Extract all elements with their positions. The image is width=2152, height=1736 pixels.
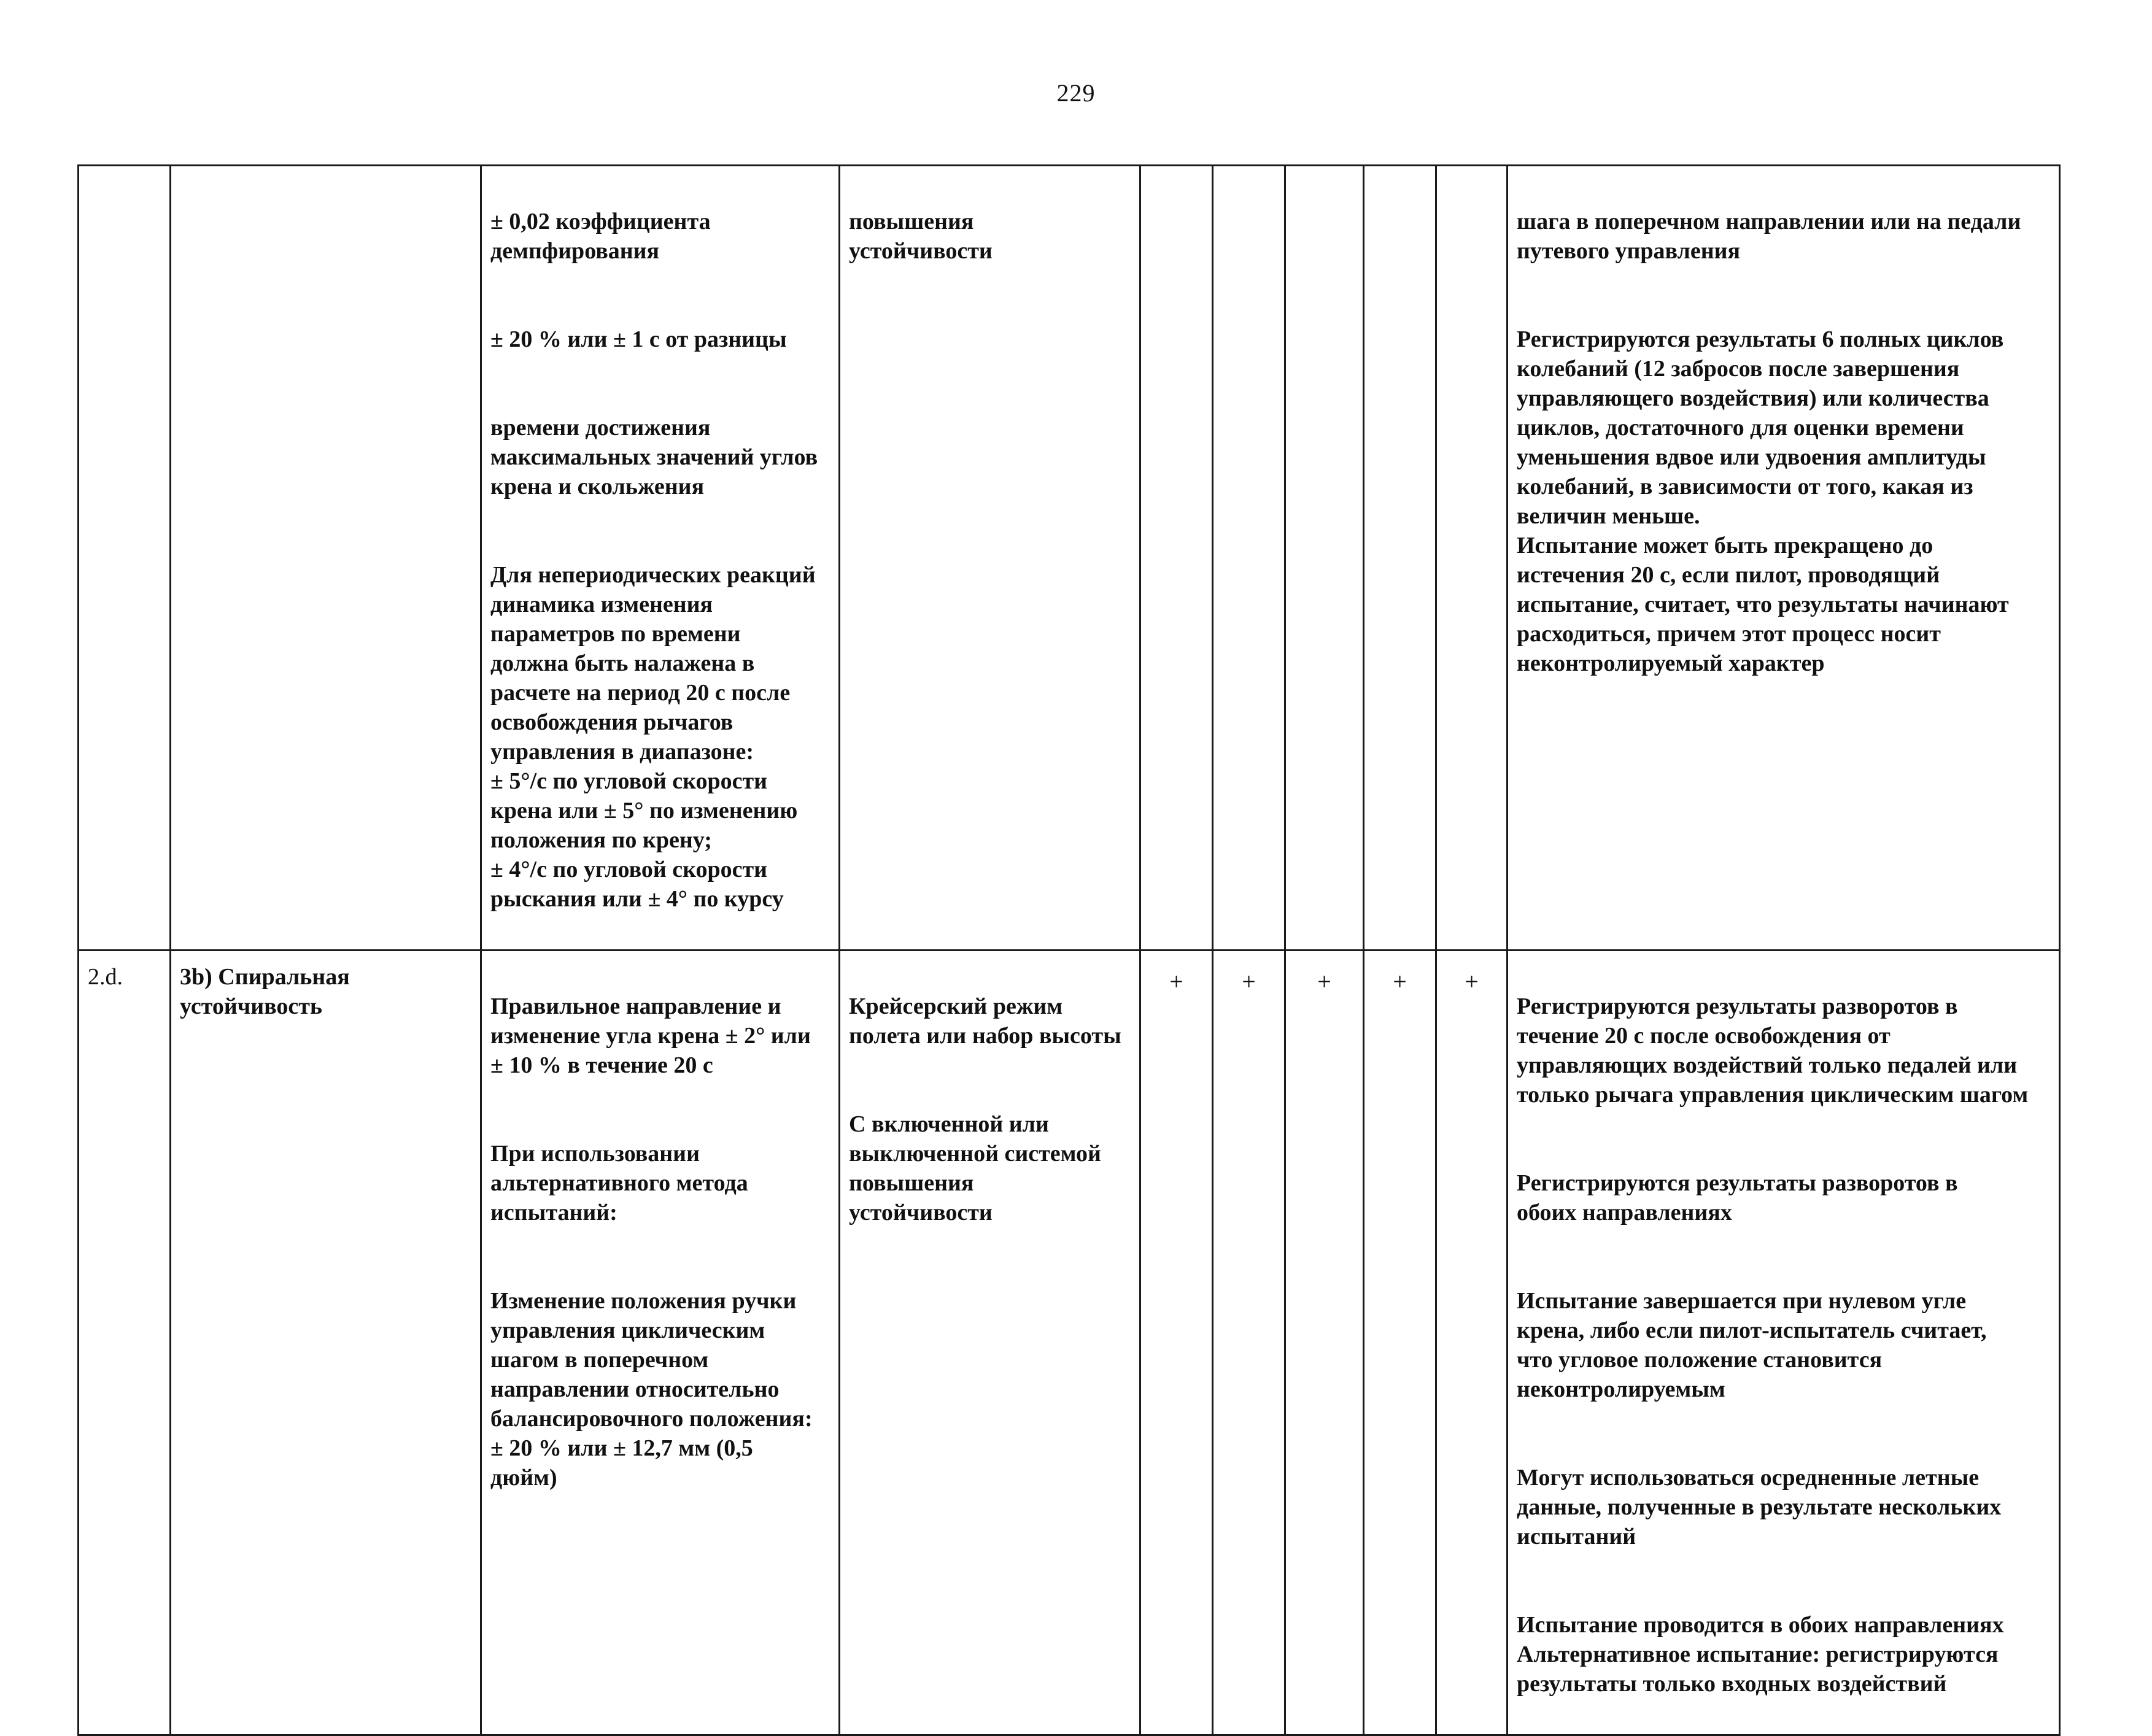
comment-paragraph: Могут использоваться осредненные летные данные, полученные в результате нескольких испытаний <box>1517 1465 2002 1549</box>
applicability-mark: + <box>1436 951 1508 1735</box>
applicability-mark: + <box>1364 951 1436 1735</box>
table-row <box>79 951 2060 1735</box>
conditions-paragraph: повышения устойчивости <box>849 209 993 264</box>
tolerance-paragraph: При использовании альтернативного метода испытаний: <box>490 1141 748 1225</box>
conditions-paragraph: Крейсерский режим полета или набор высоты <box>849 993 1121 1049</box>
tolerance-cell <box>481 951 840 1735</box>
applicability-mark: + <box>1213 951 1285 1735</box>
tolerance-paragraph: Для непериодических реакций динамика изменения параметров по времени должна быть налажена в расчете на период 20 с после освобождения рычагов управления в диапазоне: ± 5°/с по угловой скорости крена или ± 5° по изменению положения по крену; ± 4°/с по угловой скорости рыскания или ± 4° по курсу <box>490 562 816 912</box>
test-title-cell: 3b) Спиральная устойчивость <box>171 951 481 1735</box>
applicability-mark <box>1140 166 1213 951</box>
tolerance-paragraph: ± 20 % или ± 1 с от разницы <box>490 326 787 352</box>
tolerance-paragraph: Правильное направление и изменение угла крена ± 2° или ± 10 % в течение 20 с <box>490 993 811 1078</box>
flight-conditions-cell <box>840 166 1140 951</box>
test-requirements-table <box>77 164 2061 1736</box>
test-title-cell <box>171 166 481 951</box>
row-number-cell: 2.d. <box>79 951 171 1735</box>
comment-paragraph: Испытание проводится в обоих направлениях Альтернативное испытание: регистрируются результаты только входных воздействий <box>1517 1612 2004 1697</box>
row-number-cell <box>79 166 171 951</box>
applicability-mark <box>1436 166 1508 951</box>
tolerance-paragraph: Изменение положения ручки управления циклическим шагом в поперечном направлении относительно балансировочного положения: ± 20 % или ± 12,7 мм (0,5 дюйм) <box>490 1288 813 1491</box>
flight-conditions-cell <box>840 951 1140 1735</box>
applicability-mark <box>1285 166 1364 951</box>
applicability-mark: + <box>1285 951 1364 1735</box>
tolerance-cell <box>481 166 840 951</box>
applicability-mark <box>1213 166 1285 951</box>
conditions-paragraph: С включенной или выключенной системой повышения устойчивости <box>849 1111 1101 1225</box>
tolerance-paragraph: времени достижения максимальных значений углов крена и скольжения <box>490 415 818 500</box>
applicability-mark: + <box>1140 951 1213 1735</box>
comment-paragraph: Регистрируются результаты разворотов в течение 20 с после освобождения от управляющих воздействий только педалей или только рычага управления циклическим шагом <box>1517 993 2029 1108</box>
comments-cell <box>1508 951 2060 1735</box>
applicability-mark <box>1364 166 1436 951</box>
comment-paragraph: шага в поперечном направлении или на педали путевого управления <box>1517 209 2021 264</box>
table-row <box>79 166 2060 951</box>
comment-paragraph: Регистрируются результаты разворотов в обоих направлениях <box>1517 1170 1958 1225</box>
comment-paragraph: Испытание завершается при нулевом угле крена, либо если пилот-испытатель считает, что угловое положение становится неконтролируемым <box>1517 1288 1987 1402</box>
comments-cell <box>1508 166 2060 951</box>
comment-paragraph: Регистрируются результаты 6 полных циклов колебаний (12 забросов после завершения управляющего воздействия) или количества циклов, достаточного для оценки времени уменьшения вдвое или удвоения амплитуды колебаний, в зависимости от того, какая из величин меньше. Испытание может быть прекращено до истечения 20 с, если пилот, проводящий испытание, считает, что результаты начинают расходиться, причем этот процесс носит неконтролируемый характер <box>1517 326 2009 676</box>
tolerance-paragraph: ± 0,02 коэффициента демпфирования <box>490 209 711 264</box>
page-number: 229 <box>1056 79 1096 107</box>
